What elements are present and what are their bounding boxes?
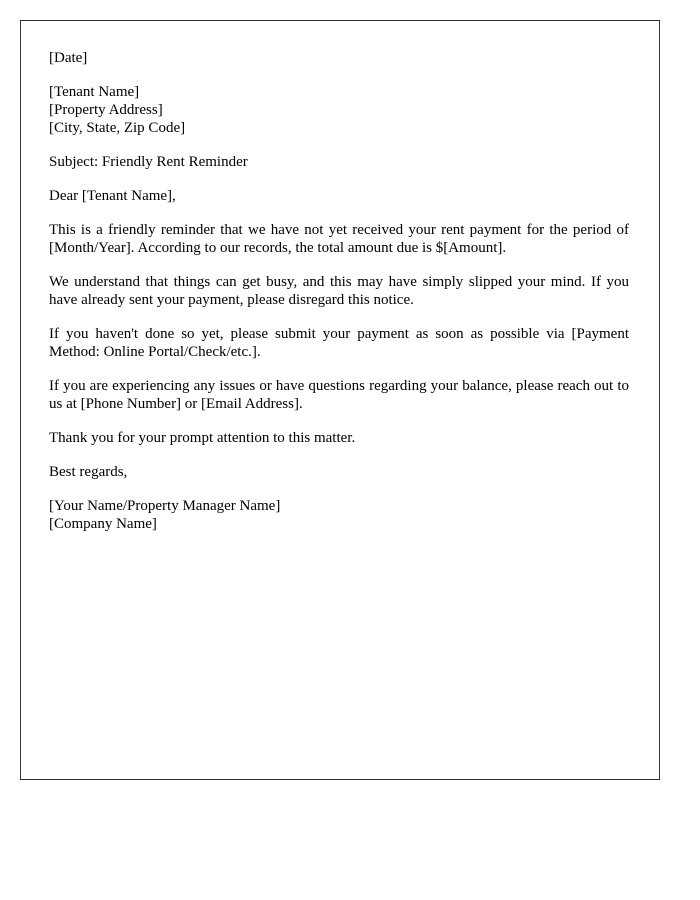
recipient-city: [City, State, Zip Code] (49, 120, 186, 136)
paragraph-understanding: We understand that things can get busy, and this may have simply slipped your mind. If you have already sent your payment, please disregard this notice. (49, 274, 629, 308)
recipient-block (49, 83, 629, 137)
letter-body (49, 49, 629, 549)
recipient-name: [Tenant Name] (49, 84, 140, 100)
letter-subject: Subject: Friendly Rent Reminder (49, 154, 248, 170)
paragraph-thanks: Thank you for your prompt attention to this matter. (49, 430, 356, 446)
signature-block (49, 497, 629, 533)
paragraph-contact: If you are experiencing any issues or have questions regarding your balance, please reach out to us at [Phone Number] or [Email Address]. (49, 378, 629, 412)
signature-company: [Company Name] (49, 516, 157, 532)
letter-closing: Best regards, (49, 464, 128, 480)
letter-salutation: Dear [Tenant Name], (49, 188, 176, 204)
letter-page (20, 20, 660, 780)
paragraph-payment-method: If you haven't done so yet, please submit your payment as soon as possible via [Payment Method: Online Portal/Check/etc.]. (49, 326, 629, 360)
signature-name: [Your Name/Property Manager Name] (49, 498, 281, 514)
recipient-address: [Property Address] (49, 102, 163, 118)
letter-date: [Date] (49, 50, 88, 66)
paragraph-payment-reminder: This is a friendly reminder that we have not yet received your rent payment for the period of [Month/Year]. According to our records, the total amount due is $[Amount]. (49, 222, 629, 256)
